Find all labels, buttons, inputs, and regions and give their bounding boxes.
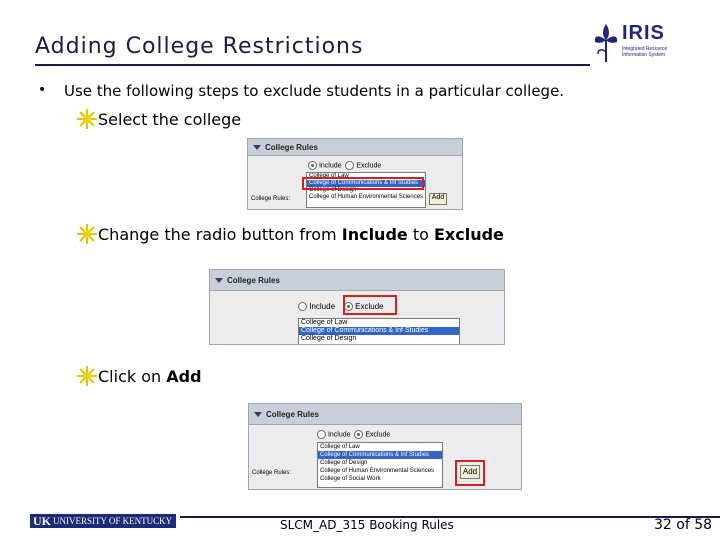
include-label: Include	[327, 431, 351, 439]
include-label: Include	[309, 302, 336, 311]
section-header	[249, 404, 521, 425]
slide-title: Adding College Restrictions	[35, 34, 364, 59]
logo-tagline: Integrated Resource Information System	[622, 46, 668, 58]
step-3	[80, 365, 202, 387]
list-item-selected[interactable]: College of Communications & Inf Studies	[299, 327, 459, 335]
step-2-prefix: Change the radio button from	[98, 224, 342, 244]
add-button[interactable]: Add	[460, 465, 480, 479]
include-radio[interactable]	[317, 430, 326, 439]
iris-flower-icon	[592, 20, 620, 64]
list-item[interactable]: College of Social Work	[320, 476, 381, 482]
include-label: Include	[318, 162, 342, 170]
list-item-selected[interactable]: College of Communications & Inf Studies	[318, 451, 442, 459]
college-listbox[interactable]	[298, 318, 460, 345]
screenshot-select-college	[247, 138, 463, 210]
title-underline	[35, 64, 590, 66]
list-item[interactable]: College of Law	[309, 173, 349, 179]
list-item[interactable]: College of Design	[320, 460, 368, 466]
step-2-exclude: Exclude	[433, 224, 504, 244]
step-1-text: Select the college	[98, 109, 242, 129]
step-2-include: Include	[341, 224, 408, 244]
page-number: 32 of 58	[654, 517, 713, 533]
list-item[interactable]: College of Human Environmental Sciences	[320, 468, 435, 474]
college-listbox[interactable]	[317, 442, 443, 488]
list-item-selected[interactable]: College of Communications & Inf Studies	[307, 180, 425, 187]
exclude-radio[interactable]	[345, 161, 354, 170]
add-button[interactable]: Add	[429, 193, 447, 205]
field-label: College Rules:	[251, 196, 291, 202]
screenshot-click-add	[248, 403, 522, 490]
collapse-triangle-icon	[215, 278, 223, 283]
step-2	[80, 223, 504, 245]
field-label: College Rules:	[252, 470, 292, 476]
logo-name: IRIS	[622, 22, 665, 44]
exclude-label: Exclude	[356, 162, 382, 170]
exclude-label: Exclude	[355, 302, 384, 311]
screenshot-radio-exclude	[209, 269, 505, 345]
section-header	[210, 270, 504, 291]
exclude-label: Exclude	[365, 431, 391, 439]
bullet-icon: •	[38, 82, 47, 98]
radio-group	[308, 161, 381, 170]
list-item[interactable]: College of Law	[301, 319, 348, 326]
list-item[interactable]: College of Law	[320, 444, 360, 450]
radio-group	[317, 430, 390, 439]
collapse-triangle-icon	[253, 145, 261, 150]
step-2-middle: to	[407, 224, 434, 244]
include-radio[interactable]	[298, 302, 307, 311]
highlight-box	[302, 177, 424, 190]
uk-abbr: UK	[33, 513, 51, 528]
header-label: College Rules	[265, 142, 318, 152]
header-label: College Rules	[266, 409, 319, 419]
iris-logo	[592, 20, 672, 70]
highlight-box	[343, 295, 397, 315]
list-item[interactable]: College of Human Environmental Sciences	[309, 194, 424, 200]
section-header	[248, 139, 462, 156]
exclude-radio[interactable]	[354, 430, 363, 439]
include-radio[interactable]	[308, 161, 317, 170]
starburst-icon	[76, 223, 98, 245]
highlight-box	[455, 460, 485, 486]
step-3-add: Add	[166, 366, 202, 386]
bullet-text: Use the following steps to exclude students in a particular college.	[64, 82, 565, 100]
footer-course: SLCM_AD_315 Booking Rules	[280, 518, 454, 532]
list-item[interactable]: College of Design	[309, 187, 357, 193]
university-logo	[30, 514, 176, 528]
starburst-icon	[76, 108, 98, 130]
step-3-prefix: Click on	[98, 366, 167, 386]
university-name: UNIVERSITY OF KENTUCKY	[53, 516, 173, 526]
starburst-icon	[76, 365, 98, 387]
header-label: College Rules	[227, 275, 280, 285]
step-1	[80, 108, 241, 130]
collapse-triangle-icon	[254, 412, 262, 417]
list-item[interactable]: College of Design	[301, 335, 357, 342]
